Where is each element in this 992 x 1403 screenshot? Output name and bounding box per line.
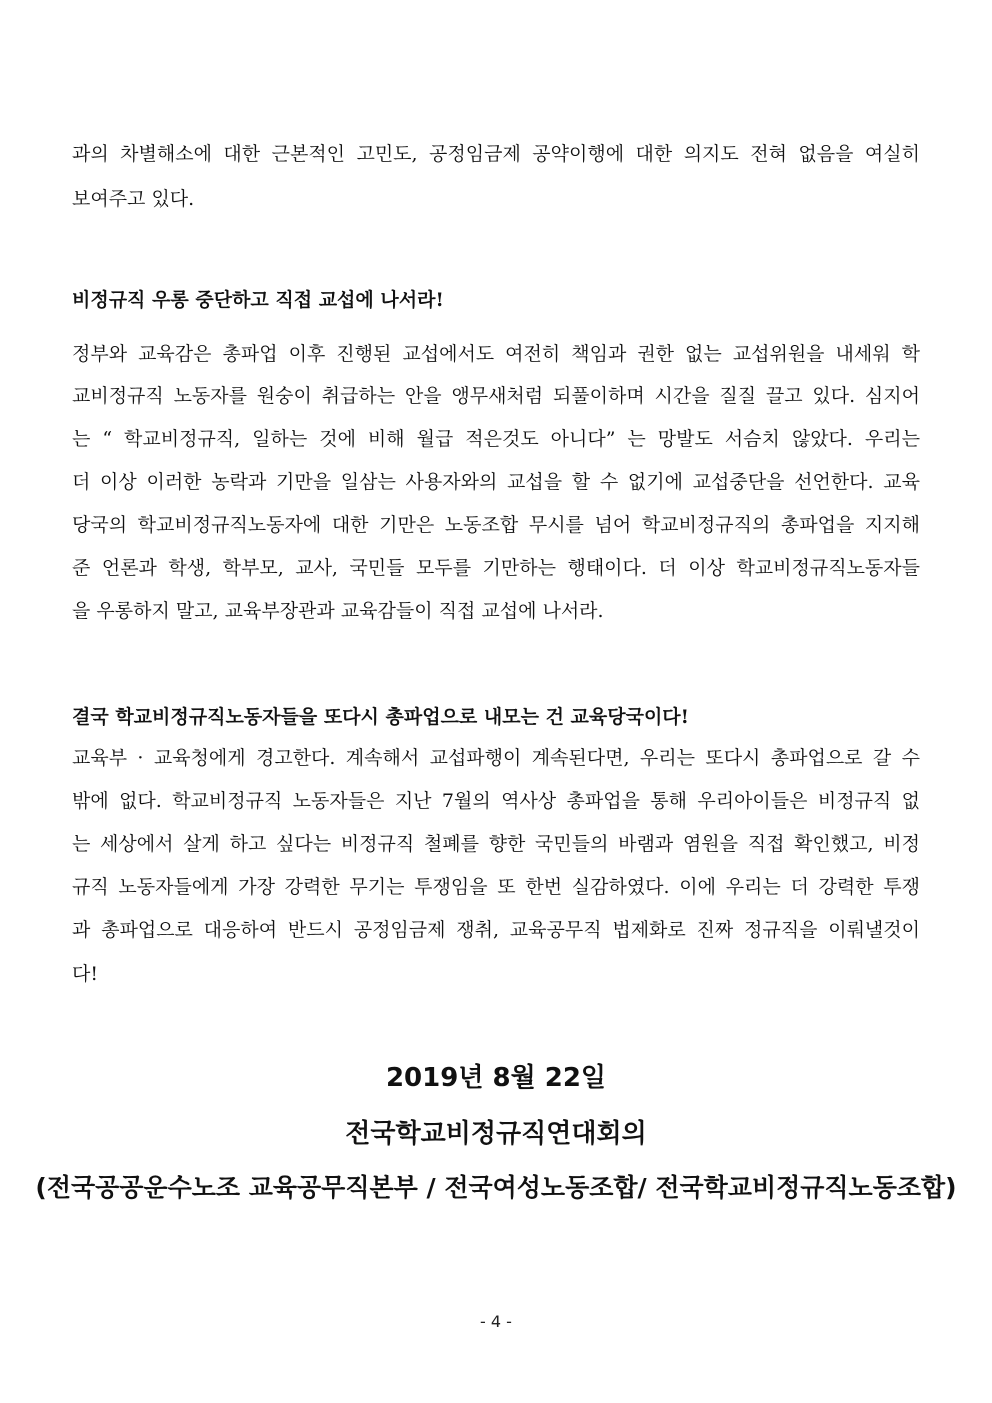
section2-line-1: 교육부 · 교육청에게 경고한다. 계속해서 교섭파행이 계속된다면, 우리는 또다시 총파업으로 갈 수 [72,747,920,769]
section2-line-2: 밖에 없다. 학교비정규직 노동자들은 지난 7월의 역사상 총파업을 통해 우리아이들은 비정규직 없 [72,790,920,812]
section1-line-6: 준 언론과 학생, 학부모, 교사, 국민들 모두를 기만하는 행태이다. 더 이상 학교비정규직노동자들 [72,557,920,579]
section2-line-6: 다! [72,963,98,985]
page-number: - 4 - [480,1312,512,1331]
section2-heading: 결국 학교비정규직노동자들을 또다시 총파업으로 내모는 건 교육당국이다! [72,706,690,728]
section1-line-1: 정부와 교육감은 총파업 이후 진행된 교섭에서도 여전히 책임과 권한 없는 교섭위원을 내세워 학 [72,343,920,365]
section2-line-4: 규직 노동자들에게 가장 강력한 무기는 투쟁임을 또 한번 실감하였다. 이에 우리는 더 강력한 투쟁 [72,876,920,898]
section1-line-7: 을 우롱하지 말고, 교육부장관과 교육감들이 직접 교섭에 나서라. [72,600,604,622]
section1-heading: 비정규직 우롱 중단하고 직접 교섭에 나서라! [72,289,444,311]
section1-line-5: 당국의 학교비정규직노동자에 대한 기만은 노동조합 무시를 넘어 학교비정규직의 총파업을 지지해 [72,514,920,536]
section2-line-3: 는 세상에서 살게 하고 싶다는 비정규직 철폐를 향한 국민들의 바램과 염원을 직접 확인했고, 비정 [72,833,920,855]
signature-member-unions: (전국공공운수노조 교육공무직본부 / 전국여성노동조합/ 전국학교비정규직노동조합) [35,1173,957,1202]
section1-line-2: 교비정규직 노동자를 원숭이 취급하는 안을 앵무새처럼 되풀이하며 시간을 질질 끌고 있다. 심지어 [72,385,920,407]
signature-date: 2019년 8월 22일 [385,1063,607,1093]
section2-line-5: 과 총파업으로 대응하여 반드시 공정임금제 쟁취, 교육공무직 법제화로 진짜 정규직을 이뤄낼것이 [72,919,920,941]
intro-line-2: 보여주고 있다. [72,188,195,210]
section1-line-4: 더 이상 이러한 농락과 기만을 일삼는 사용자와의 교섭을 할 수 없기에 교섭중단을 선언한다. 교육 [72,471,920,493]
signature-organization: 전국학교비정규직연대회의 [345,1119,647,1149]
intro-line-1: 과의 차별해소에 대한 근본적인 고민도, 공정임금제 공약이행에 대한 의지도 전혀 없음을 여실히 [72,143,920,165]
section1-line-3: 는 “ 학교비정규직, 일하는 것에 비해 월급 적은것도 아니다” 는 망발도 서슴치 않았다. 우리는 [72,428,920,450]
